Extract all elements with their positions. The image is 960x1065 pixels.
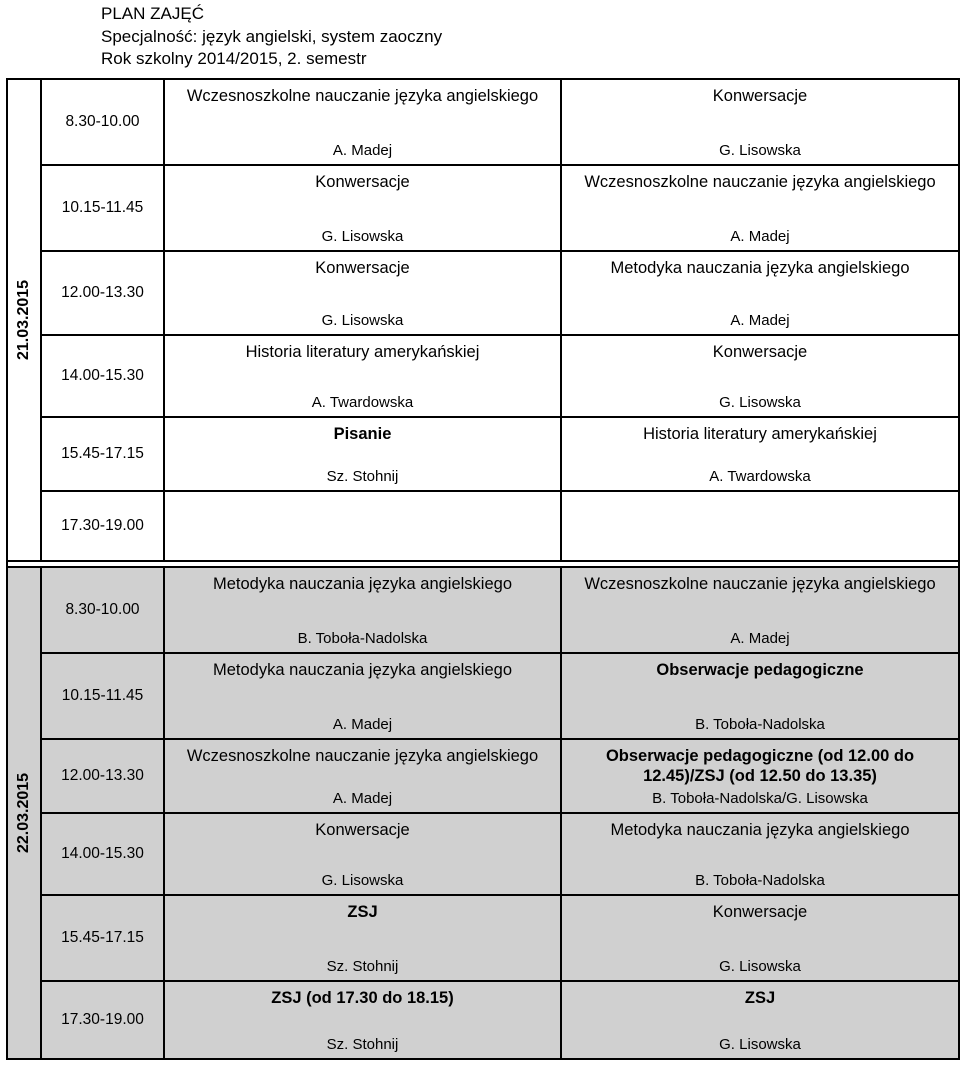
class-subject: Metodyka nauczania języka angielskiego [610,821,910,839]
class-entry [165,814,560,894]
class-teacher: G. Lisowska [321,312,404,329]
class-entry [562,740,958,812]
class-subject: Konwersacje [712,87,808,105]
schedule-row [7,813,959,895]
class-entry [562,654,958,738]
class-entry [165,336,560,416]
class-subject: Metodyka nauczania języka angielskiego [610,259,910,277]
class-cell [164,165,561,251]
schedule-row [7,79,959,165]
class-entry [562,492,958,560]
class-teacher: B. Toboła-Nadolska/G. Lisowska [652,790,868,807]
time-slot: 12.00-13.30 [41,251,164,335]
class-teacher: B. Toboła-Nadolska [695,872,825,889]
class-subject: ZSJ [347,903,378,921]
class-cell [164,417,561,491]
class-subject: Wczesnoszkolne nauczanie języka angielskiego [584,173,936,191]
class-cell [561,567,959,653]
class-entry [165,252,560,334]
schedule-row [7,165,959,251]
class-entry [562,896,958,980]
plan-title: PLAN ZAJĘĆ [101,4,204,23]
class-entry [562,568,958,652]
class-teacher: G. Lisowska [719,142,801,159]
class-cell [561,335,959,417]
day-date-cell [7,79,41,561]
class-subject: Konwersacje [712,903,808,921]
time-slot: 15.45-17.15 [41,895,164,981]
class-teacher: A. Madej [332,790,393,807]
class-entry [165,982,560,1058]
specialization-line: Specjalność: język angielski, system zaoczny [101,26,443,46]
class-subject: Wczesnoszkolne nauczanie języka angielskiego [186,747,539,765]
schedule-row [7,653,959,739]
class-cell [561,79,959,165]
class-entry [562,166,958,250]
class-teacher: A. Madej [730,228,790,245]
schedule-table [6,78,960,1060]
class-cell [164,653,561,739]
time-slot: 14.00-15.30 [41,813,164,895]
class-subject: ZSJ (od 17.30 do 18.15) [271,989,454,1007]
class-subject: Konwersacje [315,259,410,277]
class-subject: Wczesnoszkolne nauczanie języka angielskiego [584,575,936,593]
class-teacher: A. Twardowska [709,468,811,485]
class-cell [561,895,959,981]
schedule-row [7,491,959,561]
class-entry [165,80,560,164]
class-teacher: G. Lisowska [719,1036,801,1053]
class-subject: ZSJ [744,989,776,1007]
class-subject: Historia literatury amerykańskiej [245,343,480,361]
class-subject: Pisanie [333,425,392,443]
class-entry [165,418,560,490]
class-cell [561,417,959,491]
time-slot: 14.00-15.30 [41,335,164,417]
class-subject: Metodyka nauczania języka angielskiego [212,575,512,593]
class-cell [164,79,561,165]
class-cell [561,165,959,251]
class-teacher: Sz. Stohnij [326,958,399,975]
class-teacher: G. Lisowska [719,958,801,975]
class-subject: Konwersacje [315,173,410,191]
time-slot: 17.30-19.00 [41,491,164,561]
class-teacher: A. Madej [730,312,790,329]
class-cell [164,251,561,335]
class-cell [164,895,561,981]
class-entry [562,982,958,1058]
time-slot: 8.30-10.00 [41,567,164,653]
class-entry [165,492,560,560]
class-teacher: A. Madej [730,630,790,647]
class-cell [561,981,959,1059]
class-teacher: A. Madej [332,716,393,733]
class-subject: Metodyka nauczania języka angielskiego [212,661,512,679]
time-slot: 8.30-10.00 [41,79,164,165]
class-cell [561,491,959,561]
class-entry [165,654,560,738]
class-cell [164,567,561,653]
class-cell [164,813,561,895]
schedule-row [7,335,959,417]
time-slot: 10.15-11.45 [41,165,164,251]
class-entry [562,252,958,334]
class-subject: Konwersacje [712,343,808,361]
time-slot: 12.00-13.30 [41,739,164,813]
class-cell [164,491,561,561]
class-entry [165,896,560,980]
class-cell [561,813,959,895]
class-teacher: Sz. Stohnij [326,1036,399,1053]
schedule-row [7,251,959,335]
class-entry [165,568,560,652]
time-slot: 17.30-19.00 [41,981,164,1059]
class-cell [561,251,959,335]
time-slot: 10.15-11.45 [41,653,164,739]
class-cell [561,653,959,739]
schedule-row [7,417,959,491]
class-teacher: G. Lisowska [321,872,404,889]
class-teacher: A. Twardowska [311,394,414,411]
class-entry [562,418,958,490]
class-entry [562,80,958,164]
class-subject: Konwersacje [315,821,410,839]
class-subject: Obserwacje pedagogiczne (od 12.00 do 12.45)/ZSJ (od 12.50 do 13.35) [605,747,915,785]
class-entry [165,740,560,812]
class-teacher: A. Madej [332,142,393,159]
class-cell [164,981,561,1059]
schedule-header [101,3,442,71]
class-entry [562,336,958,416]
class-cell [164,335,561,417]
class-subject: Historia literatury amerykańskiej [643,425,877,443]
time-slot: 15.45-17.15 [41,417,164,491]
day-date: 21.03.2015 [15,279,32,361]
class-subject: Wczesnoszkolne nauczanie języka angielskiego [186,87,539,105]
schedule-row [7,567,959,653]
class-cell [561,739,959,813]
class-teacher: Sz. Stohnij [326,468,399,485]
schedule-row [7,739,959,813]
class-teacher: B. Toboła-Nadolska [695,716,825,733]
schedule-row [7,895,959,981]
class-entry [562,814,958,894]
class-teacher: B. Toboła-Nadolska [297,630,428,647]
class-cell [164,739,561,813]
class-entry [165,166,560,250]
school-year-line: Rok szkolny 2014/2015, 2. semestr [101,49,367,68]
day-date-cell [7,567,41,1059]
schedule-row [7,981,959,1059]
class-teacher: G. Lisowska [321,228,404,245]
day-date: 22.03.2015 [15,772,32,854]
class-teacher: G. Lisowska [719,394,801,411]
class-subject: Obserwacje pedagogiczne [656,661,864,679]
